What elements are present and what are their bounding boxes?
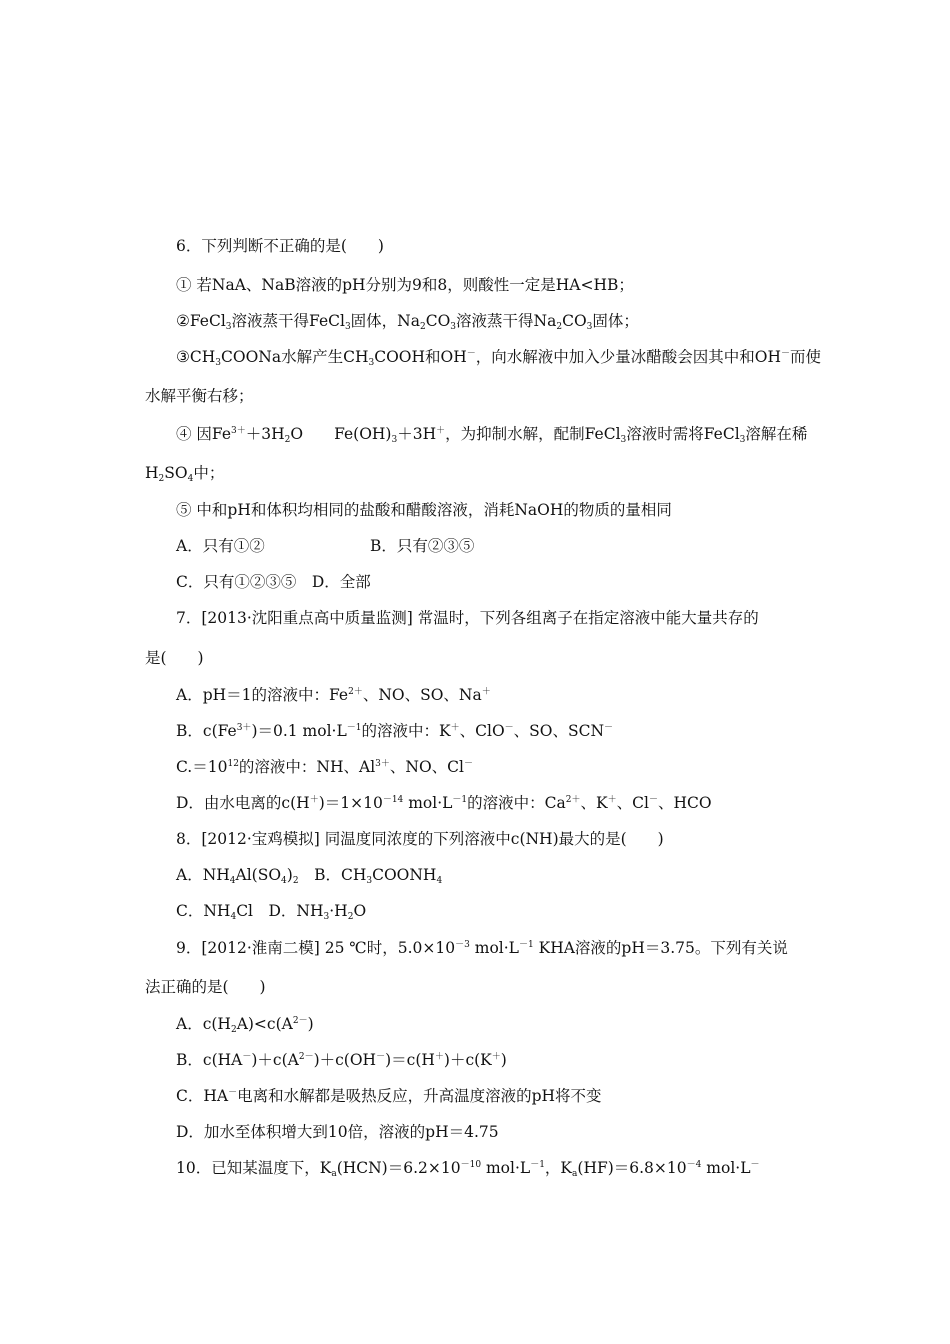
q6-statement-4-line1: ④ 因$Fe^{3+}+3H_2O$ $Fe(OH)_3+3H^+$，为抑制水解，配制FeCl$_3$溶液时需将FeCl$_3$溶解在稀 — [176, 425, 808, 445]
q8-option-a-b: A．$NH_4Al(SO_4)_2$ B．$CH_3COONH_4$ — [176, 866, 443, 886]
q6-option-a: A．只有①② — [176, 537, 265, 555]
q7-stem-line1: 7．[2013·沈阳重点高中质量监测] 常温时，下列各组离子在指定溶液中能大量共存的 — [176, 609, 759, 627]
q9-stem-line2: 法正确的是( ) — [145, 978, 266, 996]
q7-option-c: $C.=10^{12}$的溶液中：NH、$Al^{3+}$、NO、Cl－ — [176, 758, 473, 776]
q6-statement-5: ⑤ 中和pH和体积均相同的盐酸和醋酸溶液，消耗NaOH的物质的量相同 — [176, 501, 672, 519]
q8-stem: 8．[2012·宝鸡模拟] 同温度同浓度的下列溶液中c(NH)最大的是( ) — [176, 830, 664, 848]
q6-stem: 6．下列判断不正确的是( ) — [176, 237, 384, 255]
q9-option-a: A．$c(H_2A)<c(A^{2-})$ — [176, 1015, 314, 1035]
q6-statement-2: ②FeCl$_3$溶液蒸干得FeCl$_3$固体，$Na_2CO_3$溶液蒸干得$Na_2CO_3$固体； — [176, 312, 639, 332]
q9-option-d: D．加水至体积增大到10倍，溶液的pH＝4.75 — [176, 1123, 499, 1141]
q10-stem: 10．已知某温度下，$K_a(HCN)=6.2\times 10^{-10}$ $mol\cdot L^{-1}$，$K_a(HF)=6.8\times 10^{-4}$ mol·L－ — [176, 1159, 760, 1179]
q7-option-b: B．$c(Fe^{3+})=0.1$ $mol\cdot L^{-1}$的溶液中：K＋、ClO－、SO、SCN－ — [176, 722, 614, 740]
q9-option-b: B．$c(HA^-)+c(A^{2-})+c(OH^-)=c(H^+)+c(K^+)$ — [176, 1051, 507, 1069]
q8-option-c-d: C．$NH_4Cl$ D．$NH_3\cdot H_2O$ — [176, 902, 367, 922]
q9-stem-line1: 9．[2012·淮南二模] 25 ℃时，$5.0\times 10^{-3}$ $mol\cdot L^{-1}$ KHA溶液的pH＝3.75。下列有关说 — [176, 939, 788, 957]
q7-option-a: A．pH＝1的溶液中：$Fe^{2+}$、NO、SO、Na＋ — [176, 686, 491, 704]
q7-stem-line2: 是( ) — [145, 649, 204, 667]
q7-option-d: D．由水电离的$c(H^+)=1\times 10^{-14}$ $mol\cdot L^{-1}$的溶液中：$Ca^{2+}$、K＋、Cl－、HCO — [176, 794, 712, 812]
q6-statement-3-line1: $③CH_3COONa$水解产生$CH_3COOH$和OH－，向水解液中加入少量冰醋酸会因其中和OH－而使 — [176, 348, 822, 368]
q9-option-c: C．HA－电离和水解都是吸热反应，升高温度溶液的pH将不变 — [176, 1087, 602, 1105]
q6-option-b: B．只有②③⑤ — [370, 537, 475, 555]
q6-option-c-d: C．只有①②③⑤ D．全部 — [176, 573, 371, 591]
q6-statement-1: ① 若NaA、NaB溶液的pH分别为9和8，则酸性一定是HA<HB； — [176, 276, 634, 294]
q6-statement-4-line2: $H_2SO_4$中； — [145, 464, 225, 484]
q6-statement-3-line2: 水解平衡右移； — [145, 387, 254, 405]
